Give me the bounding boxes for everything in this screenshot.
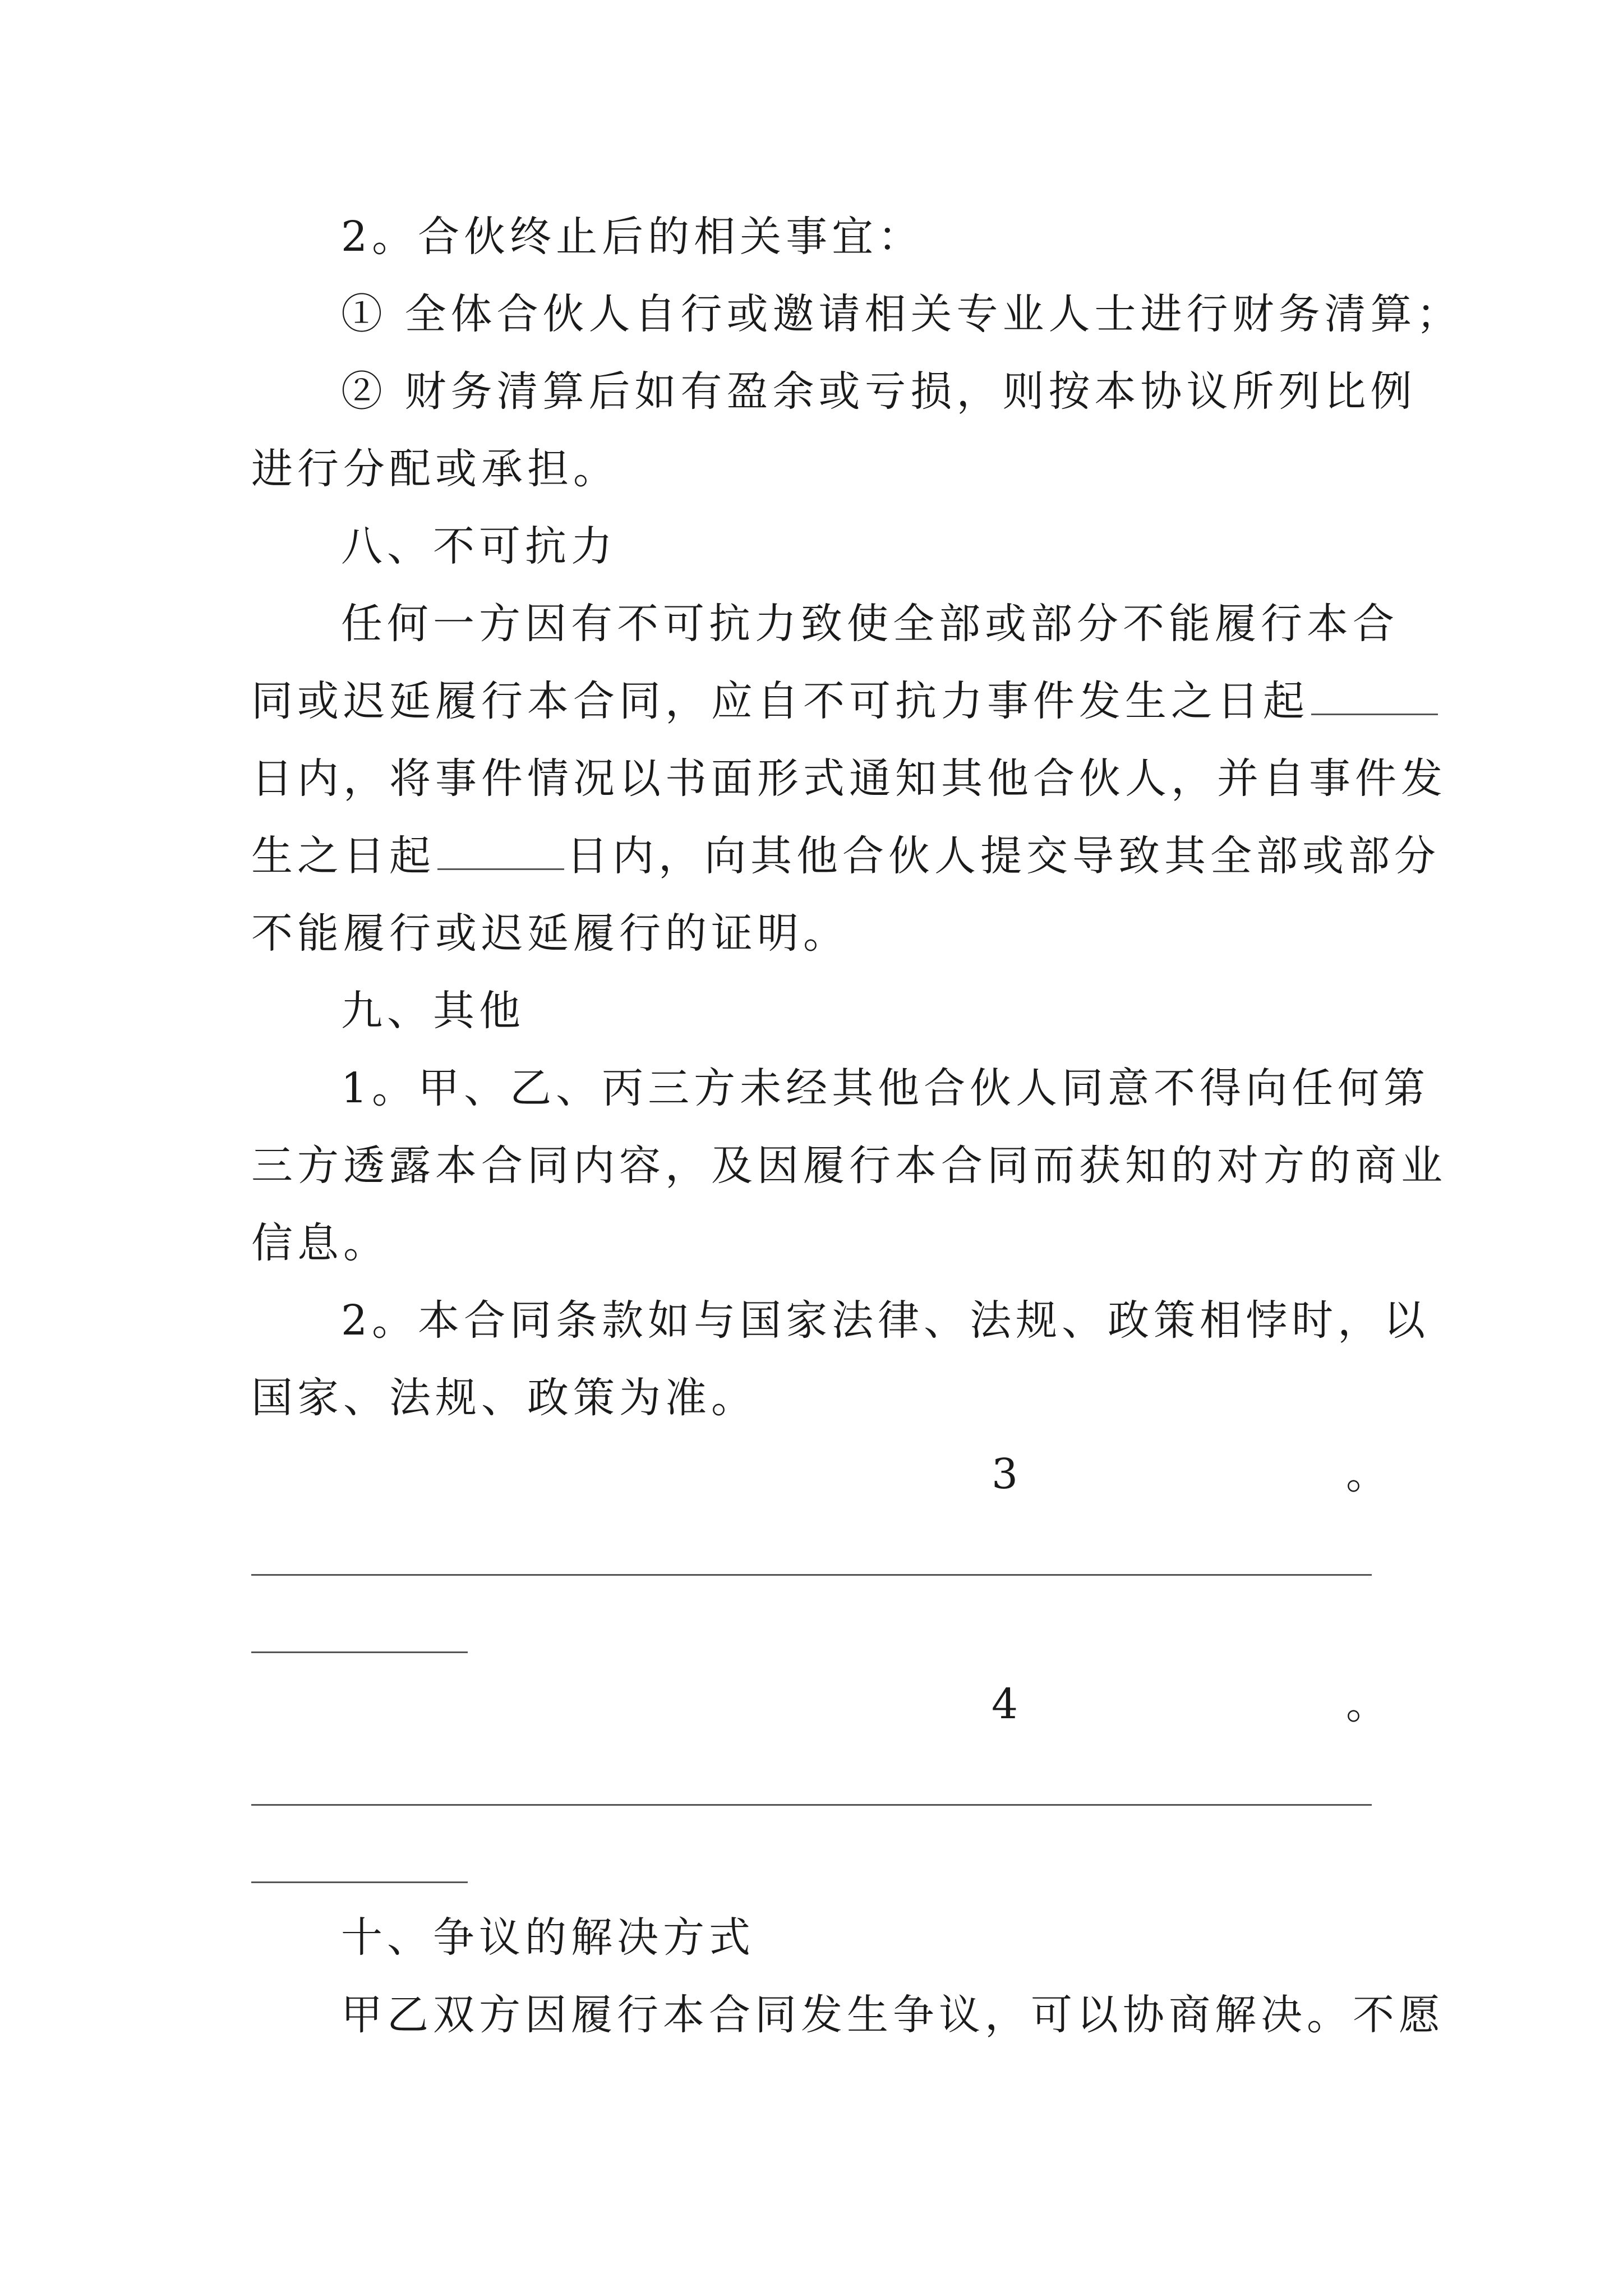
item-3-number: 3 (992, 1450, 1018, 1498)
section-9-item-2-line-2: 国家、法规、政策为准。 (251, 1374, 757, 1422)
section-9-item-1-line-1: 1。甲、乙、丙三方未经其他合伙人同意不得向任何第 (341, 1064, 1430, 1112)
days-blank-2[interactable] (437, 832, 564, 870)
item-4-mark: 。 (1346, 1680, 1387, 1728)
section-9-title: 九、其他 (341, 987, 525, 1035)
section-8-text-line-4-a: 生之日起 (251, 832, 435, 880)
item-3-fill-line-2[interactable] (251, 1651, 468, 1653)
section-8-text-line-4 (251, 828, 1440, 884)
section-8-text-line-5: 不能履行或迟延履行的证明。 (251, 909, 849, 958)
section-8-text-line-4-b: 日内，向其他合伙人提交导致其全部或部分 (566, 832, 1440, 880)
section-9-item-1-line-2: 三方透露本合同内容，及因履行本合同而获知的对方的商业 (251, 1142, 1447, 1190)
clause-7-2-item-2: ② 财务清算后如有盈余或亏损，则按本协议所列比例 (341, 367, 1417, 416)
section-8-title: 八、不可抗力 (341, 522, 617, 570)
clause-7-2-heading: 2。合伙终止后的相关事宜： (341, 213, 924, 261)
section-9-item-1-line-3: 信息。 (251, 1219, 389, 1267)
section-9-item-2-line-1: 2。本合同条款如与国家法律、法规、政策相悖时，以 (341, 1296, 1430, 1345)
item-4-number: 4 (992, 1680, 1018, 1728)
section-8-text-line-2 (251, 673, 1390, 729)
item-3-fill-line-1[interactable] (251, 1574, 1372, 1576)
section-8-text-line-3: 日内，将事件情况以书面形式通知其他合伙人，并自事件发 (251, 754, 1447, 803)
section-10-title: 十、争议的解决方式 (341, 1913, 755, 1962)
section-10-text-line-1: 甲乙双方因履行本合同发生争议，可以协商解决。不愿 (341, 1991, 1445, 2039)
section-8-text-line-1: 任何一方因有不可抗力致使全部或部分不能履行本合 (341, 600, 1399, 648)
clause-7-2-item-2-cont: 进行分配或承担。 (251, 445, 619, 493)
item-4-fill-line-1[interactable] (251, 1804, 1372, 1806)
section-8-text-line-2-text: 同或迟延履行本合同，应自不可抗力事件发生之日起 (251, 677, 1309, 725)
days-blank-1[interactable] (1311, 678, 1438, 715)
item-3-mark: 。 (1346, 1450, 1387, 1498)
clause-7-2-item-1: ① 全体合伙人自行或邀请相关专业人士进行财务清算； (341, 290, 1463, 338)
item-4-fill-line-2[interactable] (251, 1881, 468, 1883)
